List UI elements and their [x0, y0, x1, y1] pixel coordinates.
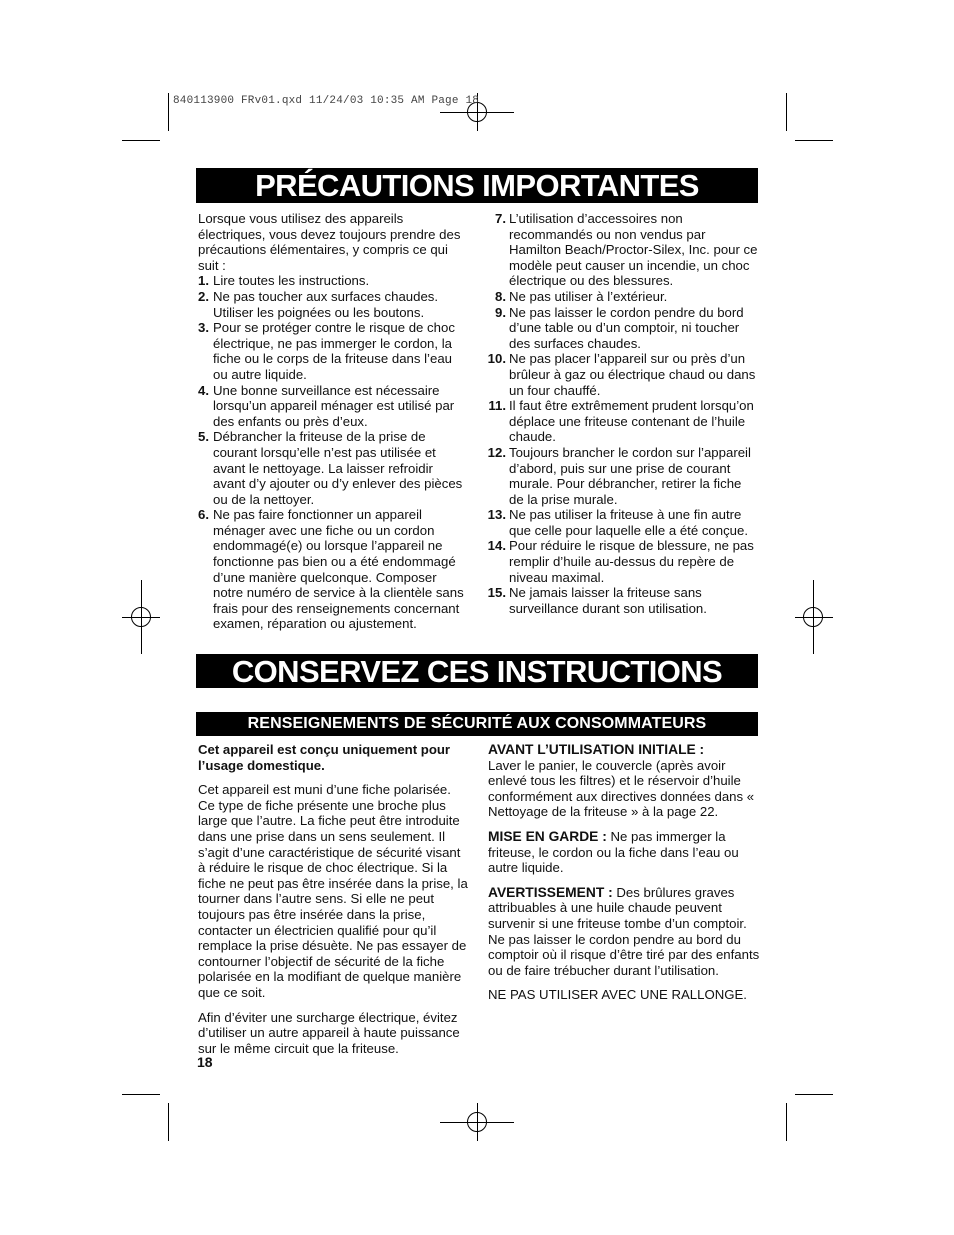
- domestic-use-notice: Cet appareil est conçu uniquement pour l’usage domestique.: [198, 742, 451, 773]
- crop-mark: [122, 140, 160, 141]
- safety-left-column: [198, 742, 470, 1065]
- list-item: 8. Ne pas utiliser à l’extérieur.: [495, 288, 668, 304]
- crop-mark: [122, 1094, 160, 1095]
- list-item: 7. L’utilisation d’accessoires non recommandés ou non vendus par Hamilton Beach/Proctor-Silex, Inc. pour ce modèle peut causer un incendie, un choc électrique ou des blessures.: [495, 211, 758, 289]
- crop-mark: [795, 1094, 833, 1095]
- consumer-safety-banner: RENSEIGNEMENTS DE SÉCURITÉ AUX CONSOMMATEURS: [196, 712, 758, 736]
- safety-right-column: [488, 742, 760, 1012]
- registration-mark-icon: [803, 607, 823, 627]
- list-item: 5. Débrancher la friteuse de la prise de courant lorsqu’elle n’est pas utilisée et avant le nettoyage. La laisser refroidir avant d’y ajouter ou d’y enlever des pièces ou de la nettoyer.: [198, 429, 463, 507]
- list-item: 6. Ne pas faire fonctionner un appareil ménager avec une fiche ou un cordon endommagé(e) ou lorsque l’appareil ne fonctionne pas bien ou a été endommagé d’une manière quelconque. Composer notre numéro de service à la clientèle sans frais pour des renseignements concernant examen, réparation ou ajustement.: [198, 507, 464, 632]
- list-item: 9. Ne pas laisser le cordon pendre du bord d’une table ou d’un comptoir, ni toucher des surfaces chaudes.: [495, 304, 744, 351]
- list-item: 1. Lire toutes les instructions.: [198, 273, 370, 289]
- overload-text: Afin d’éviter une surcharge électrique, évitez d’utiliser un autre appareil à haute puissance sur le même circuit que la friteuse.: [198, 1009, 460, 1056]
- crop-mark: [786, 1103, 787, 1141]
- caution-paragraph: [488, 829, 760, 876]
- caution-text: Ne pas immerger la friteuse, le cordon ou la fiche dans l’eau ou autre liquide.: [488, 828, 739, 876]
- before-use-label: AVANT L’UTILISATION INITIALE :: [488, 742, 705, 757]
- crop-mark: [786, 93, 787, 131]
- no-extension-cord-text: NE PAS UTILISER AVEC UNE RALLONGE.: [488, 987, 747, 1003]
- precautions-list-left: [198, 273, 468, 632]
- save-instructions-banner: CONSERVEZ CES INSTRUCTIONS: [196, 654, 758, 688]
- list-item: 13. Ne pas utiliser la friteuse à une fin autre que celle pour laquelle elle a été conçue.: [487, 507, 749, 538]
- list-item: 3. Pour se protéger contre le risque de choc électrique, ne pas immerger le cordon, la fiche ou le corps de la friteuse dans l’eau ou autre liquide.: [198, 320, 455, 382]
- intro-text: Lorsque vous utilisez des appareils électriques, vous devez toujours prendre des précautions élémentaires, y compris ce qui suit :: [198, 211, 461, 273]
- before-use-text: Laver le panier, le couvercle (après avoir enlevé tous les filtres) et le réservoir d’huile conformément aux directives données dans « Nettoyage de la friteuse » à la page 22.: [488, 757, 755, 820]
- crop-mark: [168, 93, 169, 131]
- list-item: 10. Ne pas placer l’appareil sur ou près d’un brûleur à gaz ou électrique chaud ou dans un four chauffé.: [487, 351, 756, 398]
- crop-mark: [795, 140, 833, 141]
- list-item: 15. Ne jamais laisser la friteuse sans surveillance durant son utilisation.: [487, 585, 707, 616]
- list-item: 2. Ne pas toucher aux surfaces chaudes. Utiliser les poignées ou les boutons.: [198, 288, 439, 320]
- precautions-left-column: [198, 211, 468, 632]
- polarized-plug-text: Cet appareil est muni d’une fiche polarisée. Ce type de fiche présente une broche plus large que l’autre. La fiche peut être introduite dans une prise dans un sens seulement. Il s’agit d’une caractéristique de sécurité visant à réduire le risque de choc électrique. Si la fiche ne peut pas être insérée dans la prise, la tourner dans l’autre sens. Si elle ne peut toujours pas être insérée dans la prise, contacter un électricien qualifié pour qu’il remplace la prise désuète. Ne pas essayer de contourner l’objectif de sécurité de la fiche polarisée en la modifiant de quelque manière que ce soit.: [198, 782, 468, 1000]
- warning-paragraph: [488, 885, 760, 979]
- warning-text: Des brûlures graves attribuables à une huile chaude peuvent survenir si une friteuse tombe d’un comptoir. Ne pas laisser le cordon pendre au bord du comptoir où il risque d’être tiré par des enfants ou de faire trébucher durant l’utilisation.: [488, 884, 760, 978]
- list-item: 4. Une bonne surveillance est nécessaire lorsqu’un appareil ménager est utilisé par des enfants ou près d’eux.: [198, 382, 455, 429]
- list-item: 12. Toujours brancher le cordon sur l’appareil d’abord, puis sur une prise de courant murale. Pour débrancher, retirer la fiche de la prise murale.: [487, 444, 751, 507]
- print-slug: 840113900 FRv01.qxd 11/24/03 10:35 AM Page 18: [173, 95, 480, 107]
- page-number: 18: [197, 1054, 213, 1070]
- precautions-right-column: [487, 211, 759, 616]
- caution-label: MISE EN GARDE :: [488, 828, 607, 844]
- warning-label: AVERTISSEMENT :: [488, 884, 613, 900]
- list-item: 14. Pour réduire le risque de blessure, ne pas remplir d’huile au-dessus du repère de niveau maximal.: [487, 538, 754, 585]
- page-title: PRÉCAUTIONS IMPORTANTES: [196, 168, 758, 203]
- precautions-list-right: [487, 211, 759, 616]
- crop-mark: [168, 1103, 169, 1141]
- registration-mark-icon: [467, 1112, 487, 1132]
- list-item: 11. Il faut être extrêmement prudent lorsqu’on déplace une friteuse contenant de l’huile chaude.: [488, 398, 754, 445]
- before-first-use: [488, 742, 760, 820]
- registration-mark-icon: [131, 607, 151, 627]
